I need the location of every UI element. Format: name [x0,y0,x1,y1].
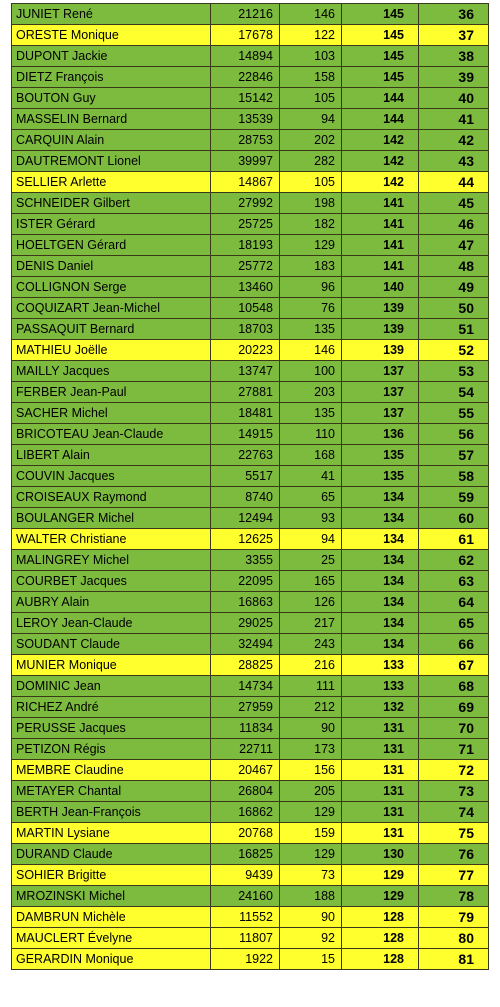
player-name-cell: DUPONT Jackie [12,46,211,67]
value2-cell: 203 [280,382,342,403]
score-cell: 144 [342,88,419,109]
value1-cell: 22846 [211,67,280,88]
value2-cell: 159 [280,823,342,844]
value1-cell: 22763 [211,445,280,466]
score-cell: 137 [342,403,419,424]
value2-cell: 129 [280,235,342,256]
value1-cell: 5517 [211,466,280,487]
score-cell: 134 [342,613,419,634]
score-cell: 132 [342,697,419,718]
rank-cell: 69 [419,697,489,718]
rank-cell: 73 [419,781,489,802]
table-row [12,46,489,67]
value2-cell: 135 [280,319,342,340]
value1-cell: 15142 [211,88,280,109]
table-row [12,655,489,676]
value1-cell: 14894 [211,46,280,67]
player-name-cell: JUNIET René [12,4,211,25]
score-cell: 139 [342,298,419,319]
value2-cell: 216 [280,655,342,676]
table-row [12,865,489,886]
table-row [12,109,489,130]
rank-cell: 68 [419,676,489,697]
table-row [12,25,489,46]
score-cell: 139 [342,319,419,340]
score-cell: 131 [342,802,419,823]
value1-cell: 8740 [211,487,280,508]
rank-cell: 72 [419,760,489,781]
value2-cell: 41 [280,466,342,487]
score-cell: 130 [342,844,419,865]
rank-cell: 55 [419,403,489,424]
value1-cell: 20467 [211,760,280,781]
value1-cell: 29025 [211,613,280,634]
table-row [12,67,489,88]
table-row [12,718,489,739]
value2-cell: 94 [280,109,342,130]
score-cell: 134 [342,571,419,592]
player-name-cell: MALINGREY Michel [12,550,211,571]
rank-cell: 62 [419,550,489,571]
value1-cell: 25772 [211,256,280,277]
player-name-cell: FERBER Jean-Paul [12,382,211,403]
value2-cell: 25 [280,550,342,571]
player-name-cell: CARQUIN Alain [12,130,211,151]
value1-cell: 39997 [211,151,280,172]
value2-cell: 282 [280,151,342,172]
value1-cell: 13460 [211,277,280,298]
value1-cell: 24160 [211,886,280,907]
value2-cell: 126 [280,592,342,613]
score-cell: 142 [342,172,419,193]
value2-cell: 146 [280,340,342,361]
ranking-table [11,3,489,970]
score-cell: 131 [342,823,419,844]
player-name-cell: MUNIER Monique [12,655,211,676]
value2-cell: 96 [280,277,342,298]
player-name-cell: SELLIER Arlette [12,172,211,193]
value1-cell: 14915 [211,424,280,445]
value1-cell: 20768 [211,823,280,844]
score-cell: 131 [342,739,419,760]
score-cell: 136 [342,424,419,445]
value1-cell: 14734 [211,676,280,697]
rank-cell: 63 [419,571,489,592]
score-cell: 142 [342,151,419,172]
table-row [12,571,489,592]
table-row [12,928,489,949]
value2-cell: 212 [280,697,342,718]
score-cell: 131 [342,718,419,739]
table-row [12,193,489,214]
score-cell: 134 [342,508,419,529]
rank-cell: 46 [419,214,489,235]
table-row [12,403,489,424]
player-name-cell: METAYER Chantal [12,781,211,802]
rank-cell: 80 [419,928,489,949]
value1-cell: 18193 [211,235,280,256]
rank-cell: 59 [419,487,489,508]
value1-cell: 20223 [211,340,280,361]
table-row [12,466,489,487]
rank-cell: 79 [419,907,489,928]
player-name-cell: BOULANGER Michel [12,508,211,529]
rank-cell: 48 [419,256,489,277]
value2-cell: 90 [280,907,342,928]
player-name-cell: COQUIZART Jean-Michel [12,298,211,319]
value1-cell: 3355 [211,550,280,571]
score-cell: 145 [342,4,419,25]
rank-cell: 51 [419,319,489,340]
player-name-cell: PETIZON Régis [12,739,211,760]
score-cell: 129 [342,865,419,886]
value1-cell: 18703 [211,319,280,340]
value1-cell: 13747 [211,361,280,382]
score-cell: 134 [342,487,419,508]
player-name-cell: LIBERT Alain [12,445,211,466]
value1-cell: 12494 [211,508,280,529]
value2-cell: 103 [280,46,342,67]
table-row [12,487,489,508]
player-name-cell: HOELTGEN Gérard [12,235,211,256]
table-row [12,256,489,277]
player-name-cell: COURBET Jacques [12,571,211,592]
table-row [12,907,489,928]
value2-cell: 158 [280,67,342,88]
value2-cell: 156 [280,760,342,781]
player-name-cell: DAUTREMONT Lionel [12,151,211,172]
player-name-cell: SCHNEIDER Gilbert [12,193,211,214]
player-name-cell: WALTER Christiane [12,529,211,550]
rank-cell: 39 [419,67,489,88]
value1-cell: 32494 [211,634,280,655]
score-cell: 134 [342,634,419,655]
value2-cell: 122 [280,25,342,46]
value2-cell: 15 [280,949,342,970]
value1-cell: 22095 [211,571,280,592]
player-name-cell: DURAND Claude [12,844,211,865]
rank-cell: 52 [419,340,489,361]
table-row [12,319,489,340]
rank-cell: 45 [419,193,489,214]
value2-cell: 135 [280,403,342,424]
player-name-cell: AUBRY Alain [12,592,211,613]
value1-cell: 9439 [211,865,280,886]
player-name-cell: SACHER Michel [12,403,211,424]
player-name-cell: DENIS Daniel [12,256,211,277]
rank-cell: 50 [419,298,489,319]
value2-cell: 90 [280,718,342,739]
table-row [12,802,489,823]
value2-cell: 93 [280,508,342,529]
rank-cell: 77 [419,865,489,886]
value1-cell: 16863 [211,592,280,613]
value1-cell: 10548 [211,298,280,319]
player-name-cell: MAILLY Jacques [12,361,211,382]
value1-cell: 18481 [211,403,280,424]
table-row [12,382,489,403]
value1-cell: 25725 [211,214,280,235]
table-row [12,529,489,550]
table-row [12,634,489,655]
rank-cell: 36 [419,4,489,25]
rank-cell: 76 [419,844,489,865]
value2-cell: 205 [280,781,342,802]
score-cell: 135 [342,466,419,487]
table-row [12,886,489,907]
table-row [12,235,489,256]
value2-cell: 183 [280,256,342,277]
score-cell: 131 [342,781,419,802]
value2-cell: 165 [280,571,342,592]
value2-cell: 105 [280,88,342,109]
rank-cell: 66 [419,634,489,655]
value2-cell: 217 [280,613,342,634]
player-name-cell: MROZINSKI Michel [12,886,211,907]
rank-cell: 38 [419,46,489,67]
rank-cell: 42 [419,130,489,151]
table-row [12,760,489,781]
rank-cell: 58 [419,466,489,487]
score-cell: 129 [342,886,419,907]
table-row [12,298,489,319]
score-cell: 141 [342,235,419,256]
player-name-cell: BRICOTEAU Jean-Claude [12,424,211,445]
rank-cell: 75 [419,823,489,844]
rank-cell: 49 [419,277,489,298]
rank-cell: 56 [419,424,489,445]
score-cell: 145 [342,67,419,88]
score-cell: 141 [342,214,419,235]
value2-cell: 76 [280,298,342,319]
rank-cell: 60 [419,508,489,529]
rank-cell: 71 [419,739,489,760]
value2-cell: 110 [280,424,342,445]
player-name-cell: DAMBRUN Michèle [12,907,211,928]
player-name-cell: MARTIN Lysiane [12,823,211,844]
player-name-cell: MAUCLERT Évelyne [12,928,211,949]
table-row [12,424,489,445]
table-row [12,445,489,466]
player-name-cell: DOMINIC Jean [12,676,211,697]
player-name-cell: RICHEZ André [12,697,211,718]
table-row [12,340,489,361]
player-name-cell: LEROY Jean-Claude [12,613,211,634]
rank-cell: 74 [419,802,489,823]
value1-cell: 13539 [211,109,280,130]
value1-cell: 28825 [211,655,280,676]
value1-cell: 16862 [211,802,280,823]
score-cell: 128 [342,928,419,949]
table-row [12,697,489,718]
score-cell: 145 [342,46,419,67]
value1-cell: 12625 [211,529,280,550]
rank-cell: 78 [419,886,489,907]
score-cell: 134 [342,529,419,550]
value2-cell: 188 [280,886,342,907]
rank-cell: 57 [419,445,489,466]
rank-cell: 81 [419,949,489,970]
value2-cell: 243 [280,634,342,655]
score-cell: 144 [342,109,419,130]
rank-cell: 43 [419,151,489,172]
value1-cell: 14867 [211,172,280,193]
score-cell: 133 [342,676,419,697]
value1-cell: 17678 [211,25,280,46]
rank-cell: 41 [419,109,489,130]
score-cell: 128 [342,907,419,928]
table-row [12,361,489,382]
value2-cell: 198 [280,193,342,214]
value1-cell: 27959 [211,697,280,718]
ranking-table-body [12,4,489,970]
table-row [12,949,489,970]
value1-cell: 27881 [211,382,280,403]
player-name-cell: MASSELIN Bernard [12,109,211,130]
score-cell: 140 [342,277,419,298]
value1-cell: 1922 [211,949,280,970]
player-name-cell: ISTER Gérard [12,214,211,235]
score-cell: 134 [342,592,419,613]
score-cell: 141 [342,256,419,277]
value2-cell: 173 [280,739,342,760]
value2-cell: 111 [280,676,342,697]
player-name-cell: MATHIEU Joëlle [12,340,211,361]
player-name-cell: PERUSSE Jacques [12,718,211,739]
table-row [12,88,489,109]
table-row [12,550,489,571]
value1-cell: 26804 [211,781,280,802]
value2-cell: 146 [280,4,342,25]
value2-cell: 182 [280,214,342,235]
player-name-cell: ORESTE Monique [12,25,211,46]
table-row [12,172,489,193]
table-row [12,823,489,844]
table-row [12,508,489,529]
value2-cell: 202 [280,130,342,151]
value2-cell: 129 [280,844,342,865]
score-cell: 145 [342,25,419,46]
score-cell: 133 [342,655,419,676]
value1-cell: 21216 [211,4,280,25]
player-name-cell: COLLIGNON Serge [12,277,211,298]
value2-cell: 100 [280,361,342,382]
value1-cell: 27992 [211,193,280,214]
table-row [12,676,489,697]
value2-cell: 73 [280,865,342,886]
table-row [12,130,489,151]
table-row [12,277,489,298]
score-cell: 128 [342,949,419,970]
value2-cell: 105 [280,172,342,193]
player-name-cell: BOUTON Guy [12,88,211,109]
score-cell: 142 [342,130,419,151]
table-row [12,739,489,760]
player-name-cell: MEMBRE Claudine [12,760,211,781]
value2-cell: 92 [280,928,342,949]
player-name-cell: CROISEAUX Raymond [12,487,211,508]
value2-cell: 94 [280,529,342,550]
value2-cell: 65 [280,487,342,508]
table-row [12,613,489,634]
rank-cell: 54 [419,382,489,403]
player-name-cell: COUVIN Jacques [12,466,211,487]
table-row [12,151,489,172]
score-cell: 137 [342,361,419,382]
table-row [12,781,489,802]
rank-cell: 67 [419,655,489,676]
player-name-cell: SOUDANT Claude [12,634,211,655]
rank-cell: 64 [419,592,489,613]
score-cell: 139 [342,340,419,361]
rank-cell: 65 [419,613,489,634]
value2-cell: 129 [280,802,342,823]
table-row [12,4,489,25]
value1-cell: 11552 [211,907,280,928]
player-name-cell: PASSAQUIT Bernard [12,319,211,340]
table-row [12,844,489,865]
score-cell: 137 [342,382,419,403]
player-name-cell: SOHIER Brigitte [12,865,211,886]
rank-cell: 44 [419,172,489,193]
table-row [12,592,489,613]
value1-cell: 22711 [211,739,280,760]
player-name-cell: BERTH Jean-François [12,802,211,823]
rank-cell: 40 [419,88,489,109]
rank-cell: 53 [419,361,489,382]
value1-cell: 11807 [211,928,280,949]
player-name-cell: GERARDIN Monique [12,949,211,970]
score-cell: 135 [342,445,419,466]
value1-cell: 11834 [211,718,280,739]
value1-cell: 16825 [211,844,280,865]
table-row [12,214,489,235]
player-name-cell: DIETZ François [12,67,211,88]
score-cell: 141 [342,193,419,214]
value1-cell: 28753 [211,130,280,151]
rank-cell: 70 [419,718,489,739]
score-cell: 134 [342,550,419,571]
rank-cell: 47 [419,235,489,256]
score-cell: 131 [342,760,419,781]
rank-cell: 37 [419,25,489,46]
value2-cell: 168 [280,445,342,466]
rank-cell: 61 [419,529,489,550]
